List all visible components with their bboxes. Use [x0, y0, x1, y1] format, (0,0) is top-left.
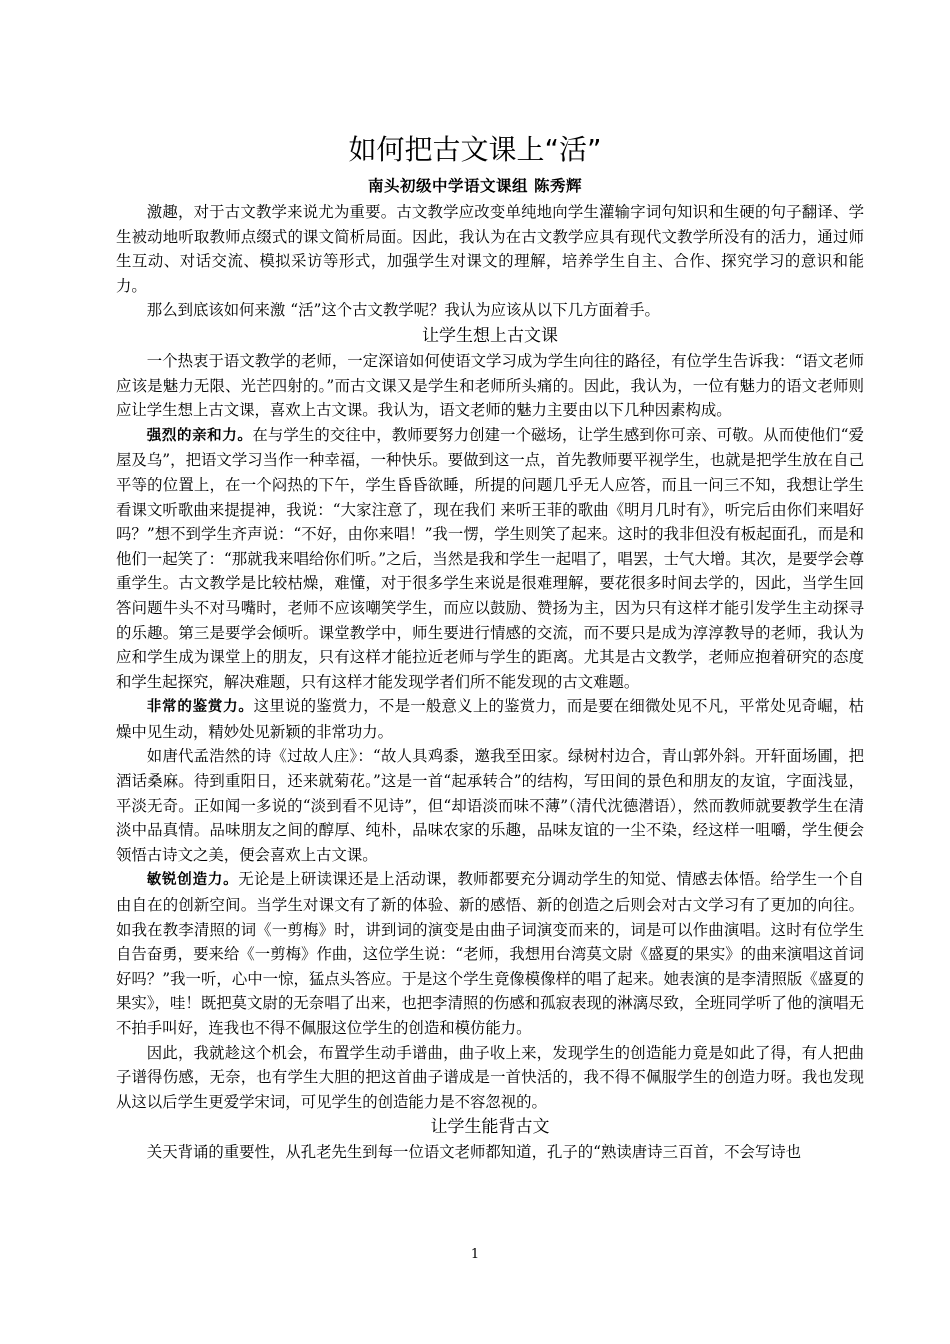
section1-paragraph-1: 一个热衷于语文教学的老师，一定深谙如何使语文学习成为学生向往的路径，有位学生告诉我：“语文老师应该是魅力无限、光芒四射的。”而古文课又是学生和老师所头痛的。因此，我认为，一位有魅力的语文老师则应让学生想上古文课，喜欢上古文课。我认为，语文老师的魅力主要由以下几种因素构成。 [116, 351, 864, 420]
author-byline: 南头初级中学语文课组 陈秀辉 [368, 177, 582, 195]
point-appreciation-heading: 非常的鉴赏力。 [146, 699, 254, 716]
poem-example-paragraph: 如唐代孟浩然的诗《过故人庄》：“故人具鸡黍，邀我至田家。绿树村边合，青山郭外斜。开轩面场圃，把酒话桑麻。待到重阳日，还来就菊花。”这是一首“起承转合”的结构，写田间的景色和朋友的友谊，字面浅显，平淡无奇。正如闻一多说的“淡到看不见诗”，但“却语淡而味不薄”（清代沈德潜语），然而教师就要教学生在清淡中品真情。品味朋友之间的醇厚、纯朴，品味农家的乐趣，品味友谊的一尘不染，经这样一咀嚼，学生便会领悟古诗文之美，便会喜欢上古文课。 [116, 747, 864, 864]
point-affinity-heading: 强烈的亲和力。 [146, 427, 253, 444]
point-affinity-paragraph [116, 423, 864, 695]
page-number: 1 [470, 1247, 480, 1262]
point-creativity-heading: 敏锐创造力。 [146, 872, 239, 889]
point-creativity-text: 无论是上研读课还是上活动课，教师都要充分调动学生的知觉、情感去体悟。给学生一个自由自在的创新空间。当学生对课文有了新的体验、新的感悟、新的创造之后则会对古文学习有了更加的向往。如我在教李清照的词《一剪梅》时，讲到词的演变是由曲子词演变而来的，词是可以作曲演唱。这时有位学生自告奋勇，要来给《一剪梅》作曲，这位学生说：“老师，我想用台湾莫文尉《盛夏的果实》的曲来演唱这首词好吗？”我一听，心中一惊，猛点头答应。于是这个学生竟像模像样的唱了起来。她表演的是李清照版《盛夏的果实》，哇！既把莫文尉的无奈唱了出来，也把李清照的伤感和孤寂表现的淋漓尽致，全班同学听了他的演唱无不拍手叫好，连我也不得不佩服这位学生的创造和模仿能力。 [116, 870, 864, 1037]
intro-paragraph-2: 那么到底该如何来激 “活”这个古文教学呢？我认为应该从以下几方面着手。 [146, 301, 660, 320]
section-heading-1: 让学生想上古文课 [422, 325, 558, 346]
point-affinity-text: 在与学生的交往中，教师要努力创建一个磁场，让学生感到你可亲、可敬。从而使他们“爱屋及乌”，把语文学习当作一种幸福，一种快乐。要做到这一点，首先教师要平视学生，也就是把学生放在自己平等的位置上，在一个闷热的下午，学生昏昏欲睡，所提的问题几乎无人应答，而且一问三不知，我想让学生看课文听歌曲来提提神，我说：“大家注意了，现在我们 来听王菲的歌曲《明月几时有》，听完后由你们来唱好吗？”想不到学生齐声说：“不好，由你来唱！”我一愣，学生则笑了起来。这时的我非但没有板起面孔，而是和他们一起笑了：“那就我来唱给你们听。”之后，当然是我和学生一起唱了，唱罢，士气大增。其次，是要学会尊重学生。古文教学是比较枯燥，难懂，对于很多学生来说是很难理解，要花很多时间去学的，因此，当学生回答问题牛头不对马嘴时，老师不应该嘲笑学生，而应以鼓励、赞扬为主，因为只有这样才能引发学生主动探寻的乐趣。第三是要学会倾听。课堂教学中，师生要进行情感的交流，而不要只是成为淳淳教导的老师，我认为应和学生成为课堂上的朋友，只有这样才能拉近老师与学生的距离。尤其是古文教学，老师应抱着研究的态度和学生起探究，解决难题，只有这样才能发现学者们所不能发现的古文难题。 [116, 425, 864, 691]
creativity-conclusion-paragraph: 因此，我就趁这个机会，布置学生动手谱曲，曲子收上来，发现学生的创造能力竟是如此了得，有人把曲子谱得伤感，无奈，也有学生大胆的把这首曲子谱成是一首快活的，我不得不佩服学生的创造力呀。我也发现从这以后学生更爱学宋词，可见学生的创造能力是不容忽视的。 [116, 1043, 864, 1111]
section2-paragraph-1: 关天背诵的重要性，从孔老先生到每一位语文老师都知道，孔子的“熟读唐诗三百首，不会写诗也 [146, 1143, 802, 1162]
intro-paragraph-1: 激趣，对于古文教学来说尤为重要。古文教学应改变单纯地向学生灌输字词句知识和生硬的句子翻译、学生被动地听取教师点缀式的课文简析局面。因此，我认为在古文教学应具有现代文教学所没有的活力，通过师生互动、对话交流、模拟采访等形式，加强学生对课文的理解，培养学生自主、合作、探究学习的意识和能力。 [116, 203, 864, 295]
section-heading-2: 让学生能背古文 [430, 1117, 550, 1138]
point-creativity-paragraph [116, 867, 864, 1040]
document-title: 如何把古文课上“活” [348, 133, 602, 166]
point-appreciation-text: 这里说的鉴赏力，不是一般意义上的鉴赏力，而是要在细微处见不凡，平常处见奇崛，枯燥中见生动，精妙处见新颖的非常功力。 [116, 697, 864, 741]
document-body [116, 200, 864, 1165]
point-appreciation-paragraph [116, 694, 864, 744]
